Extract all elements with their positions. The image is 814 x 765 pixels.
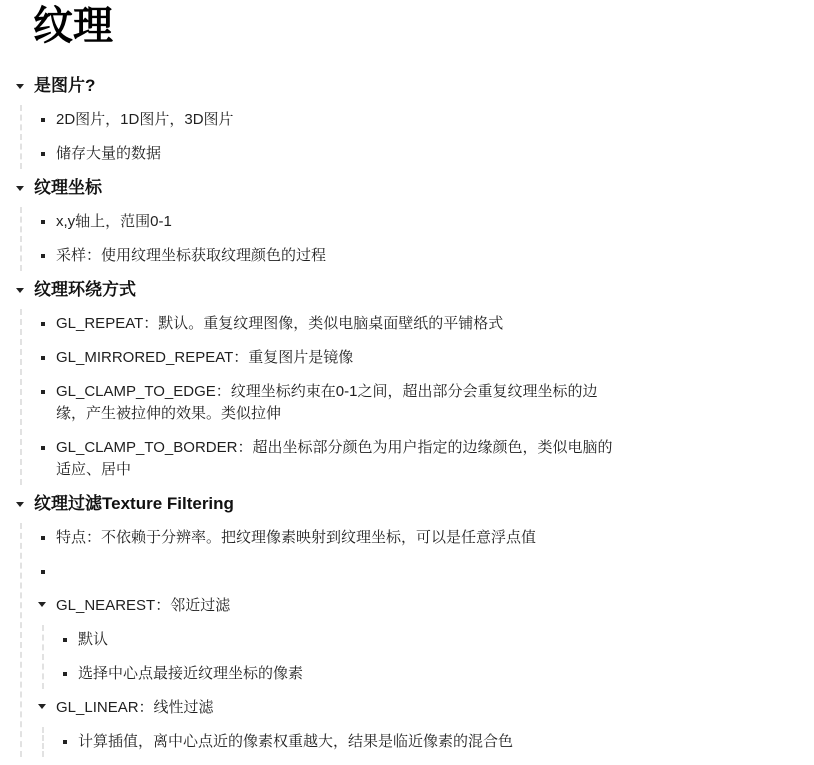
outline <box>0 69 814 759</box>
bullet-icon <box>41 254 45 258</box>
section-heading <box>0 69 814 103</box>
list-item <box>0 431 814 487</box>
section-heading <box>0 171 814 205</box>
collapse-toggle-icon[interactable] <box>16 502 24 507</box>
bullet-icon <box>41 356 45 360</box>
bullet-icon <box>41 570 45 574</box>
bullet-icon <box>41 390 45 394</box>
collapse-toggle-icon[interactable] <box>16 288 24 293</box>
section-heading <box>0 273 814 307</box>
bullet-icon <box>41 446 45 450</box>
list-item <box>0 521 814 555</box>
list-item-text[interactable]: 计算插值，离中心点近的像素权重越大，结果是临近像素的混合色 <box>78 733 514 750</box>
collapse-toggle-icon[interactable] <box>38 704 46 709</box>
bullet-icon <box>41 322 45 326</box>
list-item-text[interactable]: 选择中心点最接近纹理坐标的像素 <box>78 665 304 682</box>
children-list <box>0 623 814 691</box>
list-item <box>0 375 814 431</box>
collapse-toggle-icon[interactable] <box>38 602 46 607</box>
list-item-text[interactable]: 特点：不依赖于分辨率。把纹理像素映射到纹理坐标，可以是任意浮点值 <box>56 529 537 546</box>
list-item-text[interactable]: 2D图片，1D图片，3D图片 <box>56 111 234 128</box>
list-item <box>0 589 814 623</box>
list-item <box>0 623 814 657</box>
list-item <box>0 137 814 171</box>
bullet-icon <box>41 220 45 224</box>
list-item <box>0 307 814 341</box>
list-item-text[interactable]: GL_NEAREST：邻近过滤 <box>56 597 231 614</box>
list-item-text[interactable]: GL_CLAMP_TO_EDGE：纹理坐标约束在0-1之间，超出部分会重复纹理坐标的边缘，产生被拉伸的效果。类似拉伸 <box>56 383 598 422</box>
list-item-text[interactable]: 储存大量的数据 <box>56 145 162 162</box>
list-item <box>0 205 814 239</box>
list-item <box>0 341 814 375</box>
list-item-text[interactable]: GL_CLAMP_TO_BORDER：超出坐标部分颜色为用户指定的边缘颜色，类似电脑的适应、居中 <box>56 439 613 478</box>
section-heading-text[interactable]: 纹理坐标 <box>34 178 102 197</box>
list-item <box>0 555 814 589</box>
children-list <box>0 725 814 759</box>
page-title: 纹理 <box>33 4 113 48</box>
list-item-text[interactable]: GL_REPEAT：默认。重复纹理图像，类似电脑桌面壁纸的平铺格式 <box>56 315 504 332</box>
list-item-text[interactable]: 默认 <box>78 631 109 648</box>
bullet-icon <box>63 740 67 744</box>
children-list <box>0 205 814 273</box>
section-heading <box>0 487 814 521</box>
bullet-icon <box>41 118 45 122</box>
section-heading-text[interactable]: 纹理过滤Texture Filtering <box>34 494 234 513</box>
list-item <box>0 103 814 137</box>
section-heading-text[interactable]: 纹理环绕方式 <box>34 280 136 299</box>
children-list <box>0 103 814 171</box>
collapse-toggle-icon[interactable] <box>16 84 24 89</box>
bullet-icon <box>41 152 45 156</box>
list-item <box>0 691 814 725</box>
list-item <box>0 725 814 759</box>
children-list <box>0 307 814 487</box>
bullet-icon <box>41 536 45 540</box>
list-item-text[interactable]: GL_MIRRORED_REPEAT：重复图片是镜像 <box>56 349 354 366</box>
children-list <box>0 521 814 759</box>
list-item <box>0 657 814 691</box>
bullet-icon <box>63 638 67 642</box>
list-item-text[interactable]: 采样：使用纹理坐标获取纹理颜色的过程 <box>56 247 327 264</box>
list-item-text[interactable]: x,y轴上，范围0-1 <box>56 213 172 230</box>
list-item-text[interactable]: GL_LINEAR：线性过滤 <box>56 699 214 716</box>
collapse-toggle-icon[interactable] <box>16 186 24 191</box>
list-item <box>0 239 814 273</box>
section-heading-text[interactable]: 是图片? <box>34 76 96 95</box>
bullet-icon <box>63 672 67 676</box>
